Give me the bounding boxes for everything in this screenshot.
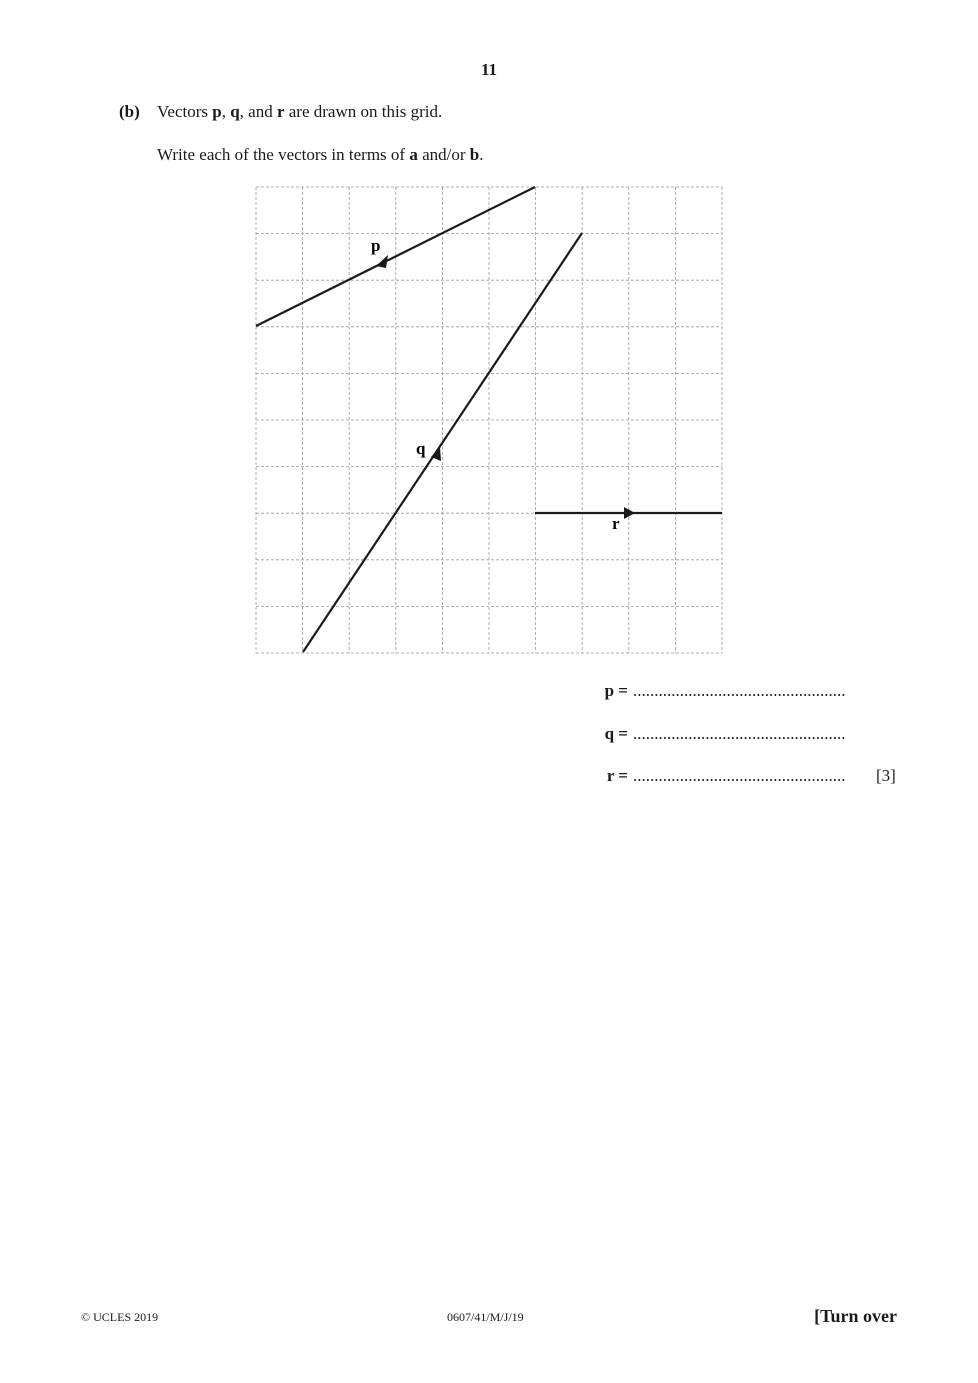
vector-q-label: q xyxy=(416,439,426,458)
footer-copyright: © UCLES 2019 xyxy=(81,1310,159,1324)
answer-row-r xyxy=(590,766,870,788)
answer-row-p xyxy=(590,681,870,703)
vector-r-arrowhead xyxy=(624,507,635,519)
answer-line-p[interactable]: .................................................. xyxy=(633,681,846,700)
vector-name-q: q xyxy=(230,102,240,121)
answer-label-q: q = xyxy=(604,724,628,743)
question-text-segment: , xyxy=(221,102,231,121)
marks-total: [3] xyxy=(876,766,896,785)
page-number: 11 xyxy=(480,60,498,79)
instruction-segment: Write each of the vectors in terms of xyxy=(157,145,410,164)
answer-label-p: p = xyxy=(604,681,628,700)
question-text-segment: , and xyxy=(239,102,277,121)
vector-p-label: p xyxy=(371,236,381,255)
vector-r-label: r xyxy=(612,514,620,533)
answer-line-r[interactable]: .................................................. xyxy=(633,766,846,785)
question-text-segment: Vectors xyxy=(157,102,213,121)
vector-name-a: a xyxy=(409,145,418,164)
vector-name-b: b xyxy=(469,145,480,164)
answer-label-r: r = xyxy=(606,766,628,785)
turn-over-label: [Turn over xyxy=(814,1306,897,1326)
answer-row-q xyxy=(590,724,870,746)
vector-name-p: p xyxy=(212,102,222,121)
vector-name-r: r xyxy=(276,102,285,121)
instruction-segment: . xyxy=(479,145,484,164)
question-text-segment: are drawn on this grid. xyxy=(284,102,443,121)
grid-lines xyxy=(256,187,722,653)
answer-line-q[interactable]: .................................................. xyxy=(633,724,846,743)
question-part-label: (b) xyxy=(119,102,140,121)
vector-p-arrowhead xyxy=(376,255,388,268)
footer-code: 0607/41/M/J/19 xyxy=(447,1310,524,1324)
instruction-segment: and/or xyxy=(417,145,470,164)
